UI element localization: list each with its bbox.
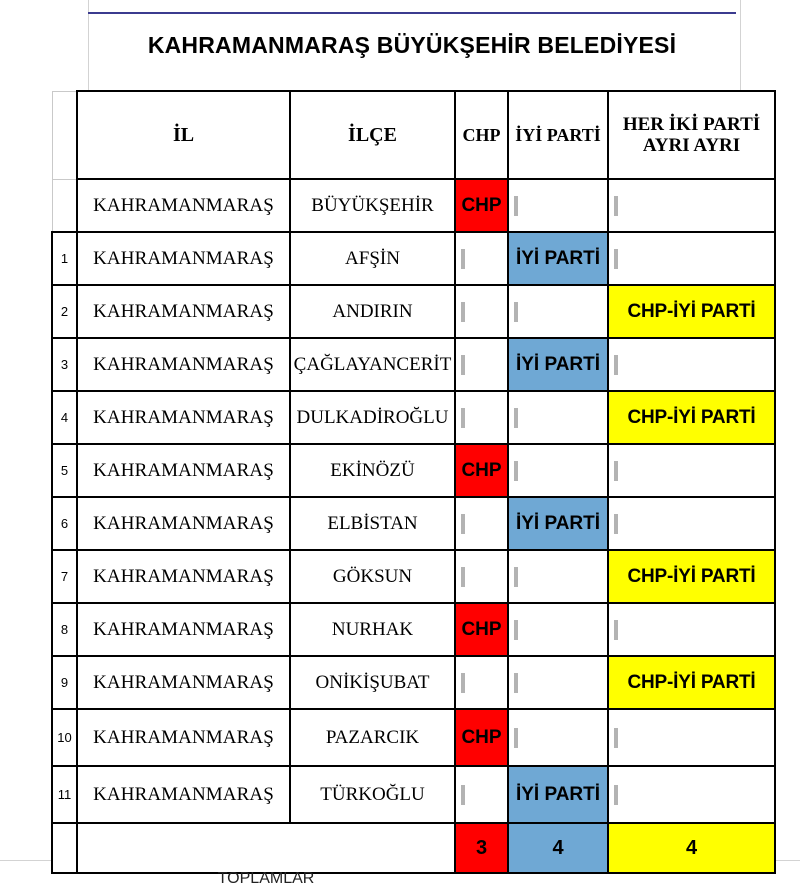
cell-ilce: ANDIRIN [290,285,455,338]
cell-il: KAHRAMANMARAŞ [77,497,290,550]
cell-chp: CHP [455,603,508,656]
cell-chp [455,766,508,823]
cell-her-iki-parti [608,709,775,766]
cell-her-iki-parti [608,497,775,550]
cell-her-iki-parti [608,232,775,285]
cell-chp: CHP [455,709,508,766]
election-results-table [51,90,776,887]
cell-her-iki-parti [608,603,775,656]
cell-her-iki-parti [608,338,775,391]
cell-row-number: 3 [52,338,77,391]
cell-ilce: AFŞİN [290,232,455,285]
cell-iyi-parti [508,603,608,656]
header-her-iki-parti: HER İKİ PARTİ AYRI AYRI [608,91,775,179]
cell-iyi-parti [508,391,608,444]
header-ilce: İLÇE [290,91,455,179]
cell-her-iki-parti [608,444,775,497]
table-row [52,232,775,285]
cell-row-number: 10 [52,709,77,766]
header-iyi-parti: İYİ PARTİ [508,91,608,179]
cell-ilce: EKİNÖZÜ [290,444,455,497]
cell-iyi-parti: İYİ PARTİ [508,497,608,550]
cell-il: KAHRAMANMARAŞ [77,232,290,285]
table-row [52,444,775,497]
page-title [88,14,736,76]
cell-chp [455,550,508,603]
cell-chp [455,285,508,338]
totals-label [77,823,455,887]
cell-row-number: 4 [52,391,77,444]
cell-chp: CHP [455,179,508,232]
cell-ilce: NURHAK [290,603,455,656]
totals-chp: 3 [455,823,508,873]
page-title-text: KAHRAMANMARAŞ BÜYÜKŞEHİR BELEDİYESİ [147,31,677,58]
cell-her-iki-parti: CHP-İYİ PARTİ [608,550,775,603]
table-row [52,338,775,391]
header-il: İL [77,91,290,179]
cell-iyi-parti [508,444,608,497]
cell-chp [455,232,508,285]
cell-il: KAHRAMANMARAŞ [77,444,290,497]
table-row [52,656,775,709]
cell-row-number: 9 [52,656,77,709]
header-chp: CHP [455,91,508,179]
totals-her-iki-parti: 4 [608,823,775,873]
cell-il: KAHRAMANMARAŞ [77,550,290,603]
cell-row-number [52,179,77,232]
cell-il: KAHRAMANMARAŞ [77,391,290,444]
table-row [52,766,775,823]
cell-il: KAHRAMANMARAŞ [77,338,290,391]
cell-row-number: 1 [52,232,77,285]
cell-her-iki-parti [608,766,775,823]
cell-iyi-parti: İYİ PARTİ [508,766,608,823]
cell-chp [455,497,508,550]
totals-label-text: TOPLAMLAR [217,870,315,887]
cell-il: KAHRAMANMARAŞ [77,603,290,656]
table-row [52,550,775,603]
cell-chp: CHP [455,444,508,497]
cell-row-number: 2 [52,285,77,338]
cell-ilce: TÜRKOĞLU [290,766,455,823]
cell-il: KAHRAMANMARAŞ [77,179,290,232]
cell-row-number: 5 [52,444,77,497]
cell-her-iki-parti: CHP-İYİ PARTİ [608,391,775,444]
cell-iyi-parti [508,285,608,338]
cell-il: KAHRAMANMARAŞ [77,766,290,823]
table-row [52,603,775,656]
cell-il: KAHRAMANMARAŞ [77,709,290,766]
cell-ilce: ÇAĞLAYANCERİT [290,338,455,391]
cell-chp [455,391,508,444]
totals-spacer [52,823,77,873]
cell-ilce: ELBİSTAN [290,497,455,550]
cell-iyi-parti [508,709,608,766]
table-row [52,497,775,550]
cell-her-iki-parti [608,179,775,232]
cell-chp [455,338,508,391]
cell-iyi-parti: İYİ PARTİ [508,232,608,285]
cell-iyi-parti [508,656,608,709]
cell-chp [455,656,508,709]
table-row [52,391,775,444]
cell-iyi-parti: İYİ PARTİ [508,338,608,391]
table-row [52,285,775,338]
cell-row-number: 7 [52,550,77,603]
cell-ilce: PAZARCIK [290,709,455,766]
cell-row-number: 11 [52,766,77,823]
table-row [52,179,775,232]
header-row-number [52,91,77,179]
totals-iyi-parti: 4 [508,823,608,873]
cell-her-iki-parti: CHP-İYİ PARTİ [608,285,775,338]
cell-ilce: DULKADİROĞLU [290,391,455,444]
cell-ilce: GÖKSUN [290,550,455,603]
cell-row-number: 6 [52,497,77,550]
table-row [52,709,775,766]
cell-ilce: BÜYÜKŞEHİR [290,179,455,232]
totals-row [52,823,775,873]
table-header-row [52,91,775,179]
cell-row-number: 8 [52,603,77,656]
cell-her-iki-parti: CHP-İYİ PARTİ [608,656,775,709]
cell-iyi-parti [508,179,608,232]
cell-iyi-parti [508,550,608,603]
cell-ilce: ONİKİŞUBAT [290,656,455,709]
results-table-container [51,90,776,887]
cell-il: KAHRAMANMARAŞ [77,285,290,338]
cell-il: KAHRAMANMARAŞ [77,656,290,709]
